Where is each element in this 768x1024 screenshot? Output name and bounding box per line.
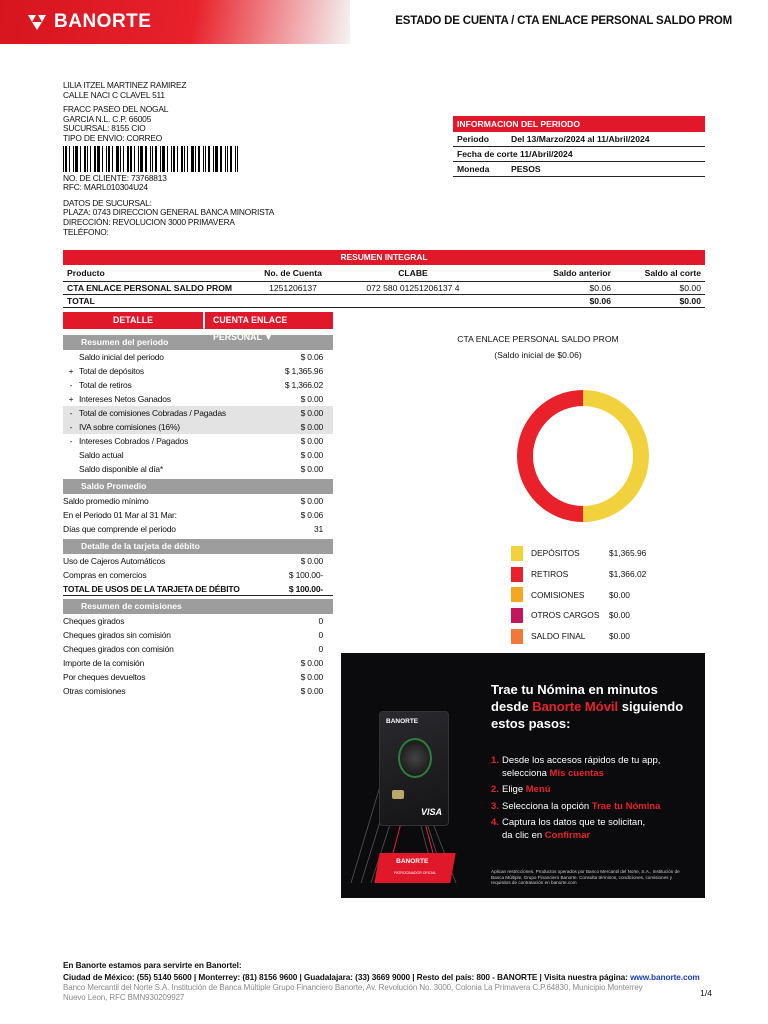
client-info [63,81,274,237]
summary-header-row [63,265,705,281]
item-value: $ 0.00 [300,436,323,446]
legend-value: $1,365.96 [609,548,647,559]
promo-fine-print: Aplican restricciones. Productos operados por Banco Mercantil del Norte, S.A., Institución de Banca Múltiple, Grupo Financiero Banorte. Consulta términos, condiciones, comisiones y requisitos de contratación en banorte.com [491,869,680,886]
legend-swatch [511,567,523,582]
item-label: Saldo disponible al día* [79,464,164,474]
currency-row [453,162,705,177]
sign: + [68,394,74,404]
legend-item [511,543,711,564]
barcode-bar [84,146,86,172]
legend-item [511,605,711,626]
legend-item [511,626,711,647]
chip-icon [392,790,404,799]
barcode-bar [87,146,88,172]
legend-value: $0.00 [609,589,630,600]
cell-account: 1251206137 [248,281,338,294]
client-rfc: RFC: MARL010304U24 [63,182,148,193]
barcode-bar [134,146,135,172]
legend-label: OTROS CARGOS [531,610,600,621]
legend-label: SALDO FINAL [531,631,586,642]
cutoff-row [453,147,705,162]
period-value: Del 13/Marzo/2024 al 11/Abril/2024 [511,134,650,144]
legend-label: RETIROS [531,569,569,580]
cell-close-balance: $0.00 [615,281,705,294]
footer-phones-text: Ciudad de México: (55) 5140 5600 | Monterrey: (81) 8156 9600 | Guadalajara: (33) 3669 9000 | Resto del país: 800 - BANORTE | Visita nuestra página: [63,971,631,982]
section-period-summary: Resumen del periodo [63,335,333,350]
list-item [63,522,333,536]
list-item [63,462,333,476]
promo-steps [491,755,660,846]
barcode-bar [65,146,67,172]
sponsor-badge [374,853,455,883]
list-item [63,656,333,670]
col-product: Producto [63,265,248,281]
item-value: $ 0.00 [300,422,323,432]
barcode-bar [227,146,228,172]
step-2b: Menú [525,784,551,795]
item-value: $ 1,366.02 [284,380,323,390]
barcode-bar [205,146,206,172]
list-item [63,448,333,462]
barcode-bar [162,146,165,172]
cell-total-empty [248,294,338,307]
barcode-bar [155,146,157,172]
client-name: LILIA ITZEL MARTINEZ RAMIREZ [63,80,187,90]
period-info-box [453,116,705,177]
list-item [63,628,333,642]
donut-slice [517,390,583,522]
banorte-logo-icon [26,12,48,32]
item-value: $ 0.06 [300,510,323,520]
sign [63,350,79,364]
cell-clabe: 072 580 01251206137 4 [338,281,488,294]
step-1a: Desde los accesos rápidos de tu app, [502,755,661,766]
step-4: 4. Captura los datos que te solicitan, da clic en Confirmar [491,817,646,841]
barcode-bar [220,146,222,172]
statement-title: ESTADO DE CUENTA / CTA ENLACE PERSONAL SALDO PROM [395,15,732,27]
step-4a: Captura los datos que te solicitan, [502,817,646,828]
barcode-bar [195,146,196,172]
barcode-bar [215,146,218,172]
client-colonia: FRACC PASEO DEL NOGAL [63,104,169,115]
period-key: Periodo [457,134,489,144]
promo-headline [491,681,683,732]
list-item [63,568,333,582]
item-label: Importe de la comisión [63,658,145,668]
barcode-bar [167,146,168,172]
cell-total-close: $0.00 [615,294,705,307]
list-item [63,614,333,628]
sign: + [68,366,74,376]
legend-label: COMISIONES [531,589,585,600]
item-value: $ 0.00 [300,672,323,682]
item-value: $ 0.00 [300,394,323,404]
summary-table [63,250,705,308]
legend-value: $1,366.02 [609,569,647,580]
step-2a: Elige [502,784,526,795]
item-label: Uso de Cajeros Automáticos [63,556,166,566]
barcode-bar [106,146,107,172]
page-number: 1/4 [700,988,712,998]
barcode-bar [75,146,78,172]
footer [63,960,713,1003]
crest-icon [398,738,432,778]
chart-title: CTA ENLACE PERSONAL SALDO PROM [457,334,619,344]
item-value: $ 0.00 [300,408,323,418]
period-info-title: INFORMACION DEL PERIODO [453,116,705,132]
brand-name: BANORTE [54,11,152,32]
step-4c: Confirmar [544,829,591,841]
cell-total-prev: $0.06 [488,294,615,307]
average-balance-list [63,494,333,536]
item-label: Total de retiros [79,380,132,390]
branch-address: DIRECCIÓN: REVOLUCION 3000 PRIMAVERA [63,216,235,227]
branch-plaza: PLAZA: 0743 DIRECCION GENERAL BANCA MINORISTA [63,207,275,218]
website-link[interactable]: www.banorte.com [630,971,700,982]
list-item [63,554,333,568]
footer-legal-2: Nuevo Leon, RFC BMN930209927 [63,993,185,1002]
client-city: GARCIA N.L. C.P. 66005 [63,113,152,124]
badge-text: BANORTE [396,858,429,865]
item-label: Días que comprende el periodo [63,524,176,534]
chart-legend [511,543,711,646]
step-2: 2. Elige Menú [491,784,551,795]
item-value: $ 0.00 [300,686,323,696]
client-street: CALLE NACI C CLAVEL 511 [63,89,165,100]
item-label: Cheques girados sin comisión [63,630,171,640]
item-label: En el Periodo 01 Mar al 31 Mar: [63,510,177,520]
barcode-bar [73,146,74,172]
visa-logo: VISA [420,807,442,817]
item-value: 31 [313,524,323,534]
step-1b: selecciona [502,767,550,779]
barcode-bar [150,146,151,172]
postal-barcode [63,146,241,172]
list-item [63,350,333,364]
item-value: $ 100.00- [288,570,323,580]
sign [63,462,79,476]
barcode-bar [203,146,204,172]
summary-title: RESUMEN INTEGRAL [63,250,705,265]
list-item [63,420,333,434]
barcode-bar [97,146,100,172]
step-1: 1. Desde los accesos rápidos de tu app, selecciona Mis cuentas [491,755,661,779]
barcode-bar [69,146,70,172]
barcode-bar [116,146,119,172]
list-item [63,392,333,406]
sign [63,448,79,462]
barcode-bar [127,146,129,172]
legend-swatch [511,608,523,623]
barcode-bar [138,146,139,172]
list-item [63,378,333,392]
donut-slice [583,390,649,522]
barcode-bar [191,146,194,172]
debit-card-list [63,554,333,596]
badge-sub: PATROCINADOR OFICIAL [394,871,437,875]
item-value: $ 0.06 [300,352,323,362]
legend-label: DEPÓSITOS [531,548,580,559]
item-label: Saldo promedio mínimo [63,496,149,506]
period-row [453,132,705,147]
client-envio: TIPO DE ENVIO: CORREO [63,132,163,143]
item-label: TOTAL DE USOS DE LA TARJETA DE DÉBITO [63,584,240,594]
legend-swatch [511,546,523,561]
legend-value: $0.00 [609,610,630,621]
item-label: Intereses Netos Ganados [79,394,171,404]
list-item [63,582,333,596]
item-label: Intereses Cobrados / Pagados [79,436,189,446]
item-value: $ 0.00 [300,556,323,566]
cell-total-empty [338,294,488,307]
item-label: Cheques girados con comisión [63,644,174,654]
fees-list [63,614,333,698]
promo-head-line2 [491,698,683,715]
brand-logo [26,11,151,33]
total-row [63,294,705,307]
barcode-bar [187,146,188,172]
item-value: $ 0.00 [300,450,323,460]
item-value: $ 0.00 [300,658,323,668]
cell-total-label: TOTAL [63,294,248,307]
legend-value: $0.00 [609,631,630,642]
section-debit-card: Detalle de la tarjeta de débito [63,539,333,554]
promo-banner[interactable] [341,653,705,898]
footer-service-line: En Banorte estamos para servirte en Banortel: [63,960,242,970]
barcode-bar [235,146,236,172]
legend-item [511,564,711,585]
item-value: $ 100.00- [288,584,323,594]
barcode-bar [213,146,214,172]
col-account: No. de Cuenta [248,265,338,281]
item-value: 0 [318,644,323,654]
item-value: $ 1,365.96 [284,366,323,376]
branch-phone: TELÉFONO: [63,226,109,237]
list-item [63,364,333,378]
step-1c: Mis cuentas [549,767,604,779]
col-clabe: CLABE [338,265,488,281]
barcode-bar [198,146,200,172]
item-label: Total de comisiones Cobradas / Pagadas [79,408,226,418]
account-selector[interactable]: CUENTA ENLACE PERSONAL ▼ [203,312,333,329]
item-label: Cheques girados [63,616,125,626]
section-average-balance: Saldo Promedio [63,479,333,494]
item-label: Compras en comercios [63,570,147,580]
item-value: $ 0.00 [300,464,323,474]
sign: - [69,408,73,418]
sign: - [69,422,73,432]
barcode-bar [130,146,132,172]
footer-legal-1: Banco Mercantil del Norte S.A. Institución de Banca Múltiple Grupo Financiero Banorte, Av. Revolución No. 3000, Colonia La Primavera C.P.64830, Municipio Monterrey [63,983,643,992]
item-label: Total de depósitos [79,366,144,376]
list-item [63,642,333,656]
legend-swatch [511,629,523,644]
barcode-bar [152,146,153,172]
step-3: 3. Selecciona la opción Trae tu Nómina [491,800,661,812]
barcode-bar [173,146,175,172]
barcode-bar [237,146,238,172]
barcode-bar [102,146,103,172]
list-item [63,508,333,522]
table-row [63,281,705,294]
sign: - [69,436,73,446]
list-item [63,670,333,684]
barcode-bar [140,146,143,172]
step-3a: Selecciona la opción [502,800,592,812]
barcode-bar [123,146,124,172]
sign: - [69,380,73,390]
chart-subtitle: (Saldo inicial de $0.06) [494,350,582,360]
legend-swatch [511,587,523,602]
item-label: Por cheques devueltos [63,672,146,682]
donut-chart [510,383,656,529]
barcode-bar [184,146,185,172]
promo-head2c: siguiendo [618,699,684,714]
col-close-balance: Saldo al corte [615,265,705,281]
client-number: NO. DE CLIENTE: 73768813 [63,172,167,183]
list-item [63,494,333,508]
barcode-bar [108,146,110,172]
barcode-bar [230,146,232,172]
legend-item [511,584,711,605]
barcode-bar [177,146,178,172]
card-brand: BANORTE [386,718,419,725]
list-item [63,684,333,698]
barcode-bar [171,146,172,172]
detail-label: DETALLE [63,312,203,329]
currency-value: PESOS [511,164,541,174]
item-value: 0 [318,616,323,626]
cutoff-key: Fecha de corte 11/Abril/2024 [457,149,573,159]
cell-prev-balance: $0.06 [488,281,615,294]
barcode-bar [120,146,121,172]
barcode-bar [90,146,91,172]
barcode-bar [225,146,226,172]
section-fees: Resumen de comisiones [63,599,333,614]
barcode-bar [63,146,64,172]
barcode-bar [94,146,96,172]
branch-heading: DATOS DE SUCURSAL: [63,197,152,208]
barcode-bar [80,146,81,172]
item-label: IVA sobre comisiones (16%) [79,422,180,432]
col-prev-balance: Saldo anterior [488,265,615,281]
list-item [63,406,333,420]
promo-head-line1: Trae tu Nómina en minutos [491,682,658,697]
client-sucursal: SUCURSAL: 8155 CIO [63,123,146,134]
cell-product: CTA ENLACE PERSONAL SALDO PROM [63,281,248,294]
barcode-bar [145,146,147,172]
item-label: Saldo inicial del periodo [79,352,164,362]
barcode-bar [181,146,183,172]
step-3b: Trae tu Nómina [591,800,661,812]
list-item [63,434,333,448]
promo-head2b: Banorte Móvil [532,699,619,714]
item-label: Saldo actual [79,450,124,460]
step-4b: da clic en [502,829,545,841]
item-value: 0 [318,630,323,640]
promo-head-line3: estos pasos: [491,716,571,731]
currency-key: Moneda [457,164,490,174]
barcode-bar [112,146,113,172]
item-label: Otras comisiones [63,686,126,696]
item-value: $ 0.00 [300,496,323,506]
barcode-bar [160,146,161,172]
barcode-bar [208,146,210,172]
footer-phones [63,972,713,984]
period-summary-list [63,350,333,476]
detail-panel [63,312,333,698]
debit-card-image [379,711,449,826]
promo-head2a: desde [491,699,533,714]
